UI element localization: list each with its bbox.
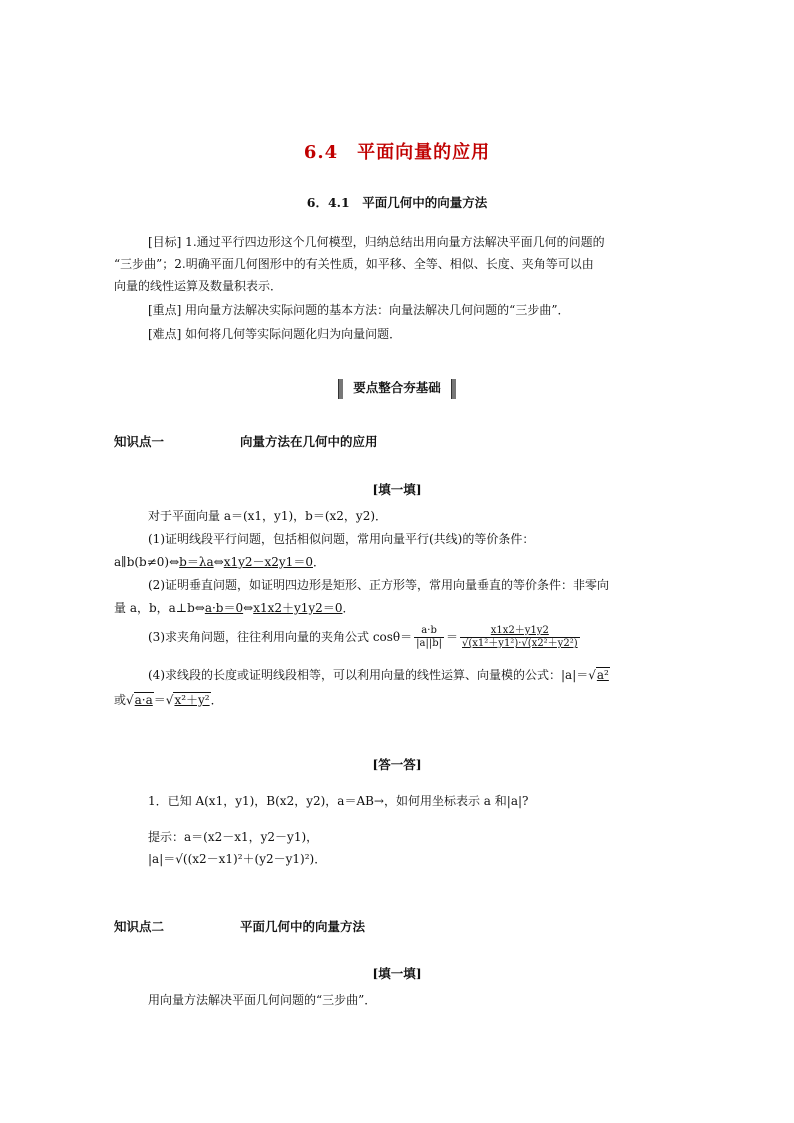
blank-answer: x1y2－x2y1＝0 [223,555,313,569]
formula-part: (3)求夹角问题，往往利用向量的夹角公式 cosθ＝ [148,630,413,644]
blank-answer: b＝λa [179,555,214,569]
goals-line-1: [目标] 1.通过平行四边形这个几何模型，归纳总结出用向量方法解决平面几何的问题的 [148,235,605,249]
key-point: [重点] 用向量方法解决实际问题的基本方法：向量法解决几何问题的“三步曲”． [148,303,570,317]
formula-part: ⇔ [213,555,224,569]
goals-line-2: “三步曲”；2.明确平面几何图形中的有关性质，如平移、全等、相似、长度、夹角等可以由 [114,257,594,271]
fraction-numerator: x1x2＋y1y2 [460,625,580,638]
section-banner [0,378,794,399]
section-subtitle: 6．4.1 平面几何中的向量方法 [306,195,488,210]
blank-answer: a·b＝0 [204,601,244,615]
blank-answer: x²＋y² [174,693,210,707]
formula-part: ＝√ [153,693,174,707]
fraction-2 [460,625,580,650]
banner-bar-left [338,379,343,399]
fraction-denominator: √(x1²＋y1²)·√(x2²＋y2²) [462,638,578,649]
formula-part: ． [312,555,325,569]
kp1-label: 知识点一 [114,434,165,449]
fraction-denominator: |a||b| [416,638,442,649]
fraction-1 [414,625,444,650]
q1-hint-2: |a|＝√((x2－x1)²＋(y2－y1)²)． [148,852,327,866]
kp1-intro: 对于平面向量 a＝(x1，y1)，b＝(x2，y2)． [148,509,388,523]
kp2-line: 用向量方法解决平面几何问题的“三步曲”． [148,993,377,1007]
kp2-label: 知识点二 [114,919,165,934]
page-title: 6.4 平面向量的应用 [303,142,491,163]
kp2-title: 平面几何中的向量方法 [240,919,366,934]
formula-part: ＝ [446,630,459,644]
kp1-p1-formula [114,551,325,573]
formula-part: (4)求线段的长度或证明线段相等，可以利用向量的线性运算、向量模的公式：|a|＝√ [148,668,596,682]
kp1-p2b [114,597,354,619]
formula-part: 量 a，b，a⊥b⇔ [114,601,205,615]
difficulty: [难点] 如何将几何等实际问题化归为向量问题． [148,327,402,341]
kp1-p4a [148,664,610,686]
kp1-p3 [148,622,582,652]
banner-text: 要点整合夯基础 [353,380,441,395]
formula-part: ⇔ [243,601,254,615]
q1-question: 1．已知 A(x1，y1)，B(x2，y2)，a＝AB→，如何用坐标表示 a 和|a|? [148,794,529,808]
fraction-numerator: a·b [414,625,444,638]
q1-hint-1: 提示：a＝(x2－x1，y2－y1)， [148,830,319,844]
formula-part: ． [342,601,355,615]
formula-part: ． [210,693,223,707]
kp1-p2a: (2)证明垂直问题，如证明四边形是矩形、正方形等，常用向量垂直的等价条件：非零向 [148,578,610,592]
answer-title: [答一答] [372,757,422,772]
kp1-title: 向量方法在几何中的应用 [240,434,378,449]
fill-title-2: [填一填] [372,966,422,981]
blank-answer: a² [596,668,609,682]
kp1-p4b [114,689,223,711]
fill-title-1: [填一填] [372,482,422,497]
banner-bar-right [451,379,456,399]
formula-part: a∥b(b≠0)⇔ [114,555,180,569]
blank-answer: x1x2＋y1y2＝0 [253,601,343,615]
goals-line-3: 向量的线性运算及数量积表示． [114,279,283,293]
blank-answer: a·a [134,693,153,707]
formula-part: 或√ [114,693,134,707]
kp1-p1: (1)证明线段平行问题，包括相似问题，常用向量平行(共线)的等价条件： [148,532,535,546]
